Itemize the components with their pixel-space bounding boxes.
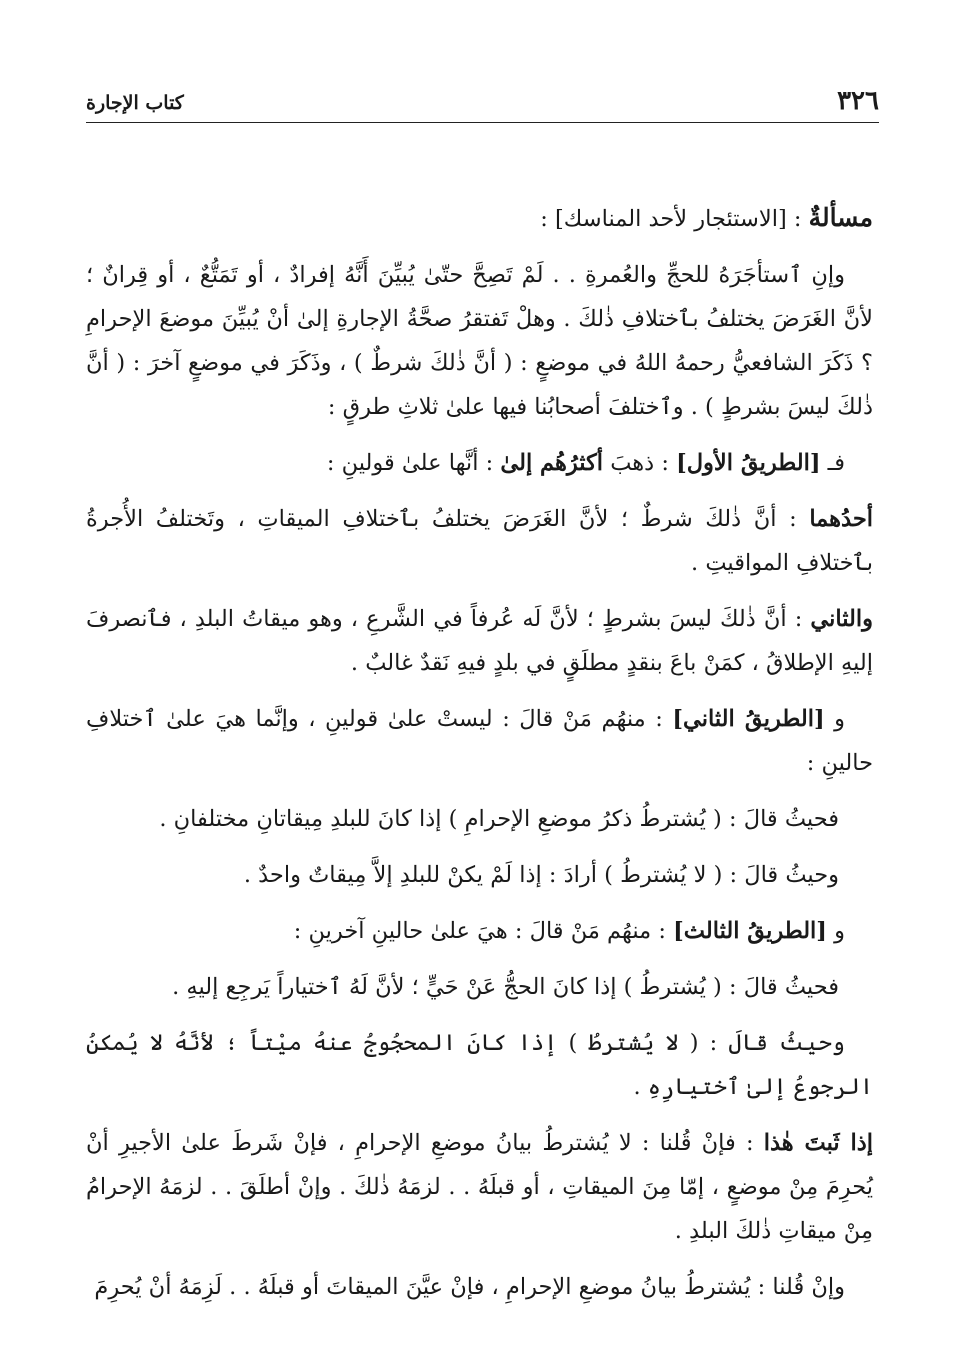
- paragraph-prefix: فـ: [820, 450, 845, 476]
- page-number: ٣٢٦: [837, 86, 879, 116]
- paragraph-text: فحيثُ قالَ : ( يُشترطُ ذكرُ موضعِ الإحرامِ ) إذا كانَ للبلدِ مِيقاتانِ مختلفانِ .: [159, 806, 839, 832]
- opinion-label: أحدُهما: [809, 506, 874, 532]
- paragraph-text: : منهُم مَنْ قالَ : ليستْ علىٰ قولينِ ، وإنَّما هيَ علىٰ ٱختلافِ حالينِ :: [86, 706, 873, 776]
- paragraph-text: وإنْ قُلنا : يُشترطُ بيانُ موضعِ الإحرامِ ، فإنْ عيَّنَ الميقاتَ أو قبلَهُ . . لَزِمَهُ أنْ يُحرِمَ: [94, 1274, 845, 1300]
- paragraph: [86, 253, 873, 429]
- paragraph: [86, 797, 873, 841]
- paragraph: [86, 965, 873, 1009]
- opinion-label: والثاني: [810, 606, 873, 632]
- paragraph-prefix: و: [824, 706, 845, 732]
- paragraph: [86, 1021, 873, 1109]
- paragraph-text: : ذهبَ: [603, 450, 677, 476]
- paragraph-text: وإنِ ٱستأجَرَهُ للحجِّ والعُمرةِ . . لَمْ تَصِحَّ حتّىٰ يُبيِّنَ أَنَّهُ إفرادٌ ، أو تَمَتُّعٌ ، أو قِرانٌ ؛ لأنَّ الغَرَضَ يختلفُ بٱختلافِ ذٰلكَ . وهلْ تَفتقرُ صحَّةُ الإجارةِ إلىٰ أنْ يُبيِّنَ موضعَ الإحرامِ ؟ ذَكَرَ الشافعيُّ رحمهُ اللهُ في موضعٍ : ( أنَّ ذٰلكَ شرطٌ ) ، وذَكَرَ في موضعٍ آخرَ : ( أنَّ ذٰلكَ ليسَ بشرطٍ ) . وٱختلفَ أصحابُنا فيها علىٰ ثلاثِ طرقٍ :: [86, 262, 873, 420]
- paragraph-text: : أنَّ ذٰلكَ شرطٌ ؛ لأنَّ الغَرَضَ يختلفُ بٱختلافِ الميقاتِ ، وتَختلفُ الأُجرةُ بٱختلافِ المواقيتِ .: [86, 506, 873, 576]
- page-content: [86, 196, 873, 1321]
- paragraph: [86, 909, 873, 953]
- issue-subtitle: : [الاستئجار لأحد المناسك] :: [540, 206, 809, 232]
- paragraph: [86, 441, 873, 485]
- paragraph: [86, 853, 873, 897]
- page-header: [86, 84, 879, 123]
- section-heading: [86, 196, 873, 241]
- method-label: أكثرُهُم إلىٰ: [500, 450, 604, 476]
- condition-label: إذا ثَبتَ هٰذا: [763, 1130, 873, 1156]
- method-label: [الطريقُ الثالث]: [673, 918, 827, 944]
- paragraph-text: : أنَّها علىٰ قولينِ :: [326, 450, 501, 476]
- paragraph-text: : منهُم مَنْ قالَ : هيَ علىٰ حالينِ آخرينِ :: [293, 918, 674, 944]
- paragraph-prefix: و: [826, 918, 845, 944]
- paragraph-text: : أنَّ ذٰلكَ ليسَ بشرطٍ ؛ لأنَّ لَه عُرفاً في الشَّرعِ ، وهو ميقاتُ البلدِ ، فٱنصرفَ إليهِ الإطلاقُ ، كمَنْ باعَ بنقدٍ مطلَقٍ في بلدٍ فيهِ نَقدٌ غالبٌ .: [86, 606, 873, 676]
- method-label: [الطريقُ الأول]: [676, 450, 821, 476]
- issue-label: مسألةٌ: [808, 203, 873, 232]
- paragraph: [86, 597, 873, 685]
- paragraph: [86, 497, 873, 585]
- paragraph-text: وحيثُ قالَ : ( لا يُشترطُ ) إذا كانَ المحجُوجُ عنهُ ميْتاً ؛ لأنَّهُ لا يُمكنُ الرجوعُ إلىٰ ٱختيارِهِ .: [86, 1030, 873, 1100]
- paragraph-text: فحيثُ قالَ : ( يُشترطُ ) إذا كانَ الحجُّ عَنْ حَيٍّ ؛ لأنَّ لَهُ ٱختياراً يَرجِع إليهِ .: [172, 974, 839, 1000]
- paragraph: [86, 697, 873, 785]
- paragraph: [86, 1121, 873, 1253]
- paragraph-text: : فإنْ قُلنا : لا يُشترطُ بيانُ موضعِ الإحرامِ ، فإنْ شَرطَ علىٰ الأجيرِ أنْ يُحرِمَ مِنْ موضعٍ ، إمّا مِنَ الميقاتِ ، أو قبلَهُ . . لزمَهُ ذٰلكَ . وإنْ أطلَقَ . . لزمَهُ الإحرامُ مِنْ ميقاتِ ذٰلكَ البلدِ .: [86, 1130, 873, 1244]
- running-title: كتاب الإجارة: [86, 92, 184, 114]
- method-label: [الطريقُ الثاني]: [672, 706, 825, 732]
- paragraph: [86, 1265, 873, 1309]
- paragraph-text: وحيثُ قالَ : ( لا يُشترطُ ) أرادَ : إذا لَمْ يكنْ للبلدِ إلاَّ مِيقاتٌ واحدٌ .: [243, 862, 839, 888]
